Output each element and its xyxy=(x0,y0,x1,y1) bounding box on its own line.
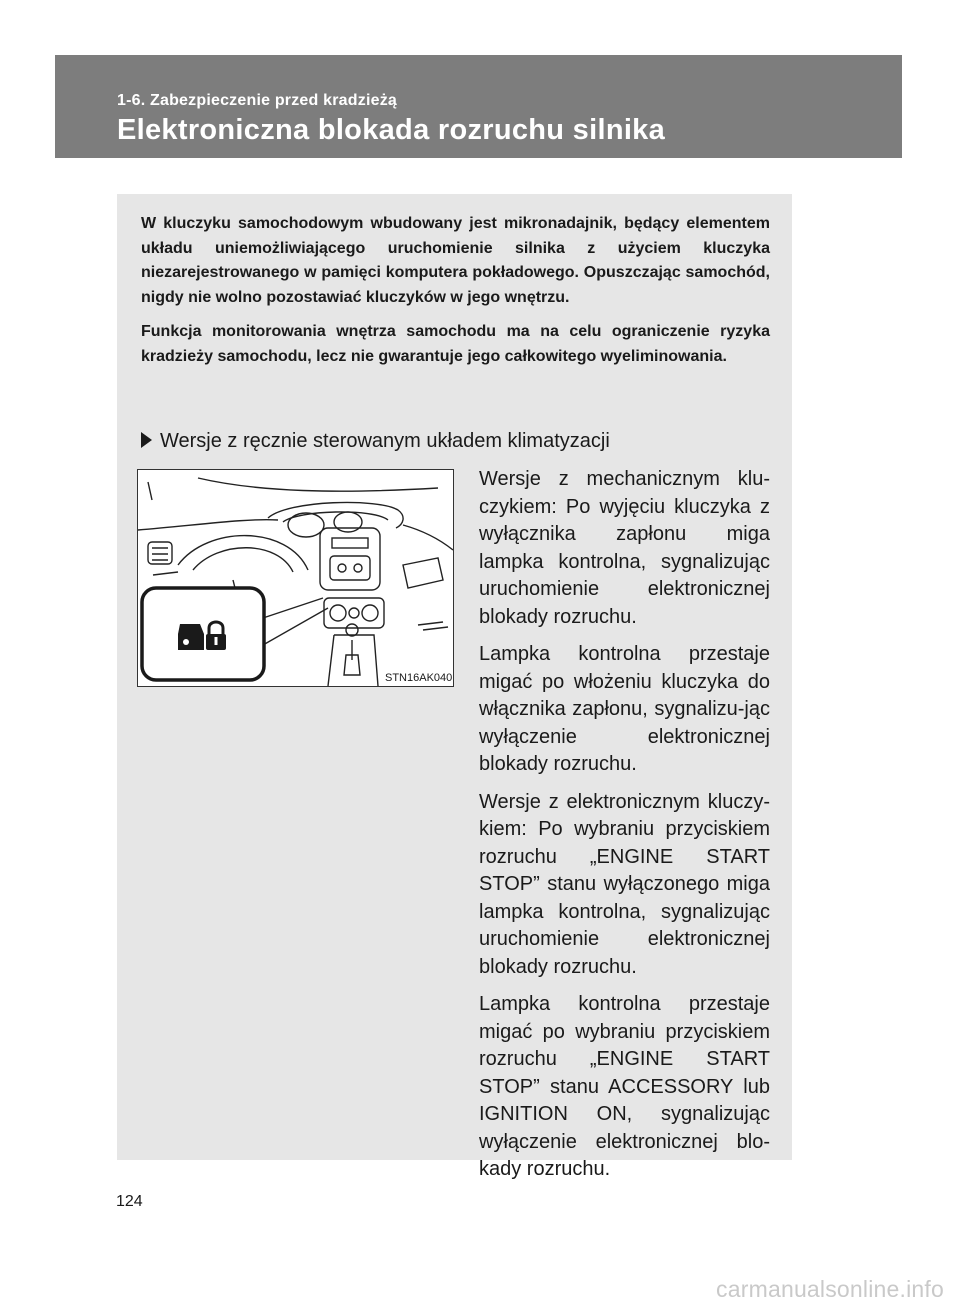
arrow-right-icon xyxy=(141,432,152,448)
body-paragraph: Lampka kontrolna przestaje migać po wybraniu przyciskiem rozruchu „ENGINE START STOP” stanu ACCESSORY lub IGNITION ON, sygnalizując wyłączenie elektronicznej blo-kady rozruchu. xyxy=(479,993,770,1180)
watermark: carmanualsonline.info xyxy=(716,1276,944,1302)
body-paragraph: Lampka kontrolna przestaje migać po włożeniu kluczyka do włącznika zapłonu, sygnalizu-jąc wyłączenie elektronicznej blokady rozruchu. xyxy=(479,643,770,775)
page-title: Elektroniczna blokada rozruchu silnika xyxy=(117,114,666,146)
body-text xyxy=(479,466,770,1194)
intro-paragraph: Funkcja monitorowania wnętrza samochodu ma na celu ograniczenie ryzyka kradzieży samochodu, lecz nie gwarantuje jego całkowitego wyeliminowania. xyxy=(141,323,770,365)
figure-code: STN16AK040 xyxy=(385,672,453,684)
page-number: 124 xyxy=(116,1193,143,1210)
section-label: 1-6. Zabezpieczenie przed kradzieżą xyxy=(117,92,397,109)
body-paragraph: Wersje z elektronicznym kluczy-kiem: Po wybraniu przyciskiem rozruchu „ENGINE START STOP” stanu wyłączonego miga lampka kontrolna, sygnalizując uruchomienie elektronicznej blokady rozruchu. xyxy=(479,790,770,978)
intro-text xyxy=(141,212,770,379)
variant-label: Wersje z ręcznie sterowanym układem klimatyzacji xyxy=(160,430,610,452)
dashboard-drawing xyxy=(138,470,453,686)
variant-heading xyxy=(141,428,610,454)
dashboard-illustration xyxy=(137,469,454,687)
body-paragraph: Wersje z mechanicznym klu-czykiem: Po wyjęciu kluczyka z wyłącznika zapłonu miga lampka kontrolna, sygnalizując uruchomienie elektronicznej blokady rozruchu. xyxy=(479,468,770,628)
intro-paragraph: W kluczyku samochodowym wbudowany jest mikronadajnik, będący elementem układu uniemożliwiającego uruchomienie silnika z użyciem kluczyka niezarejestrowanego w pamięci komputera pokładowego. Opuszczając samochód, nigdy nie wolno pozostawiać kluczyków w jego wnętrzu. xyxy=(141,215,770,306)
